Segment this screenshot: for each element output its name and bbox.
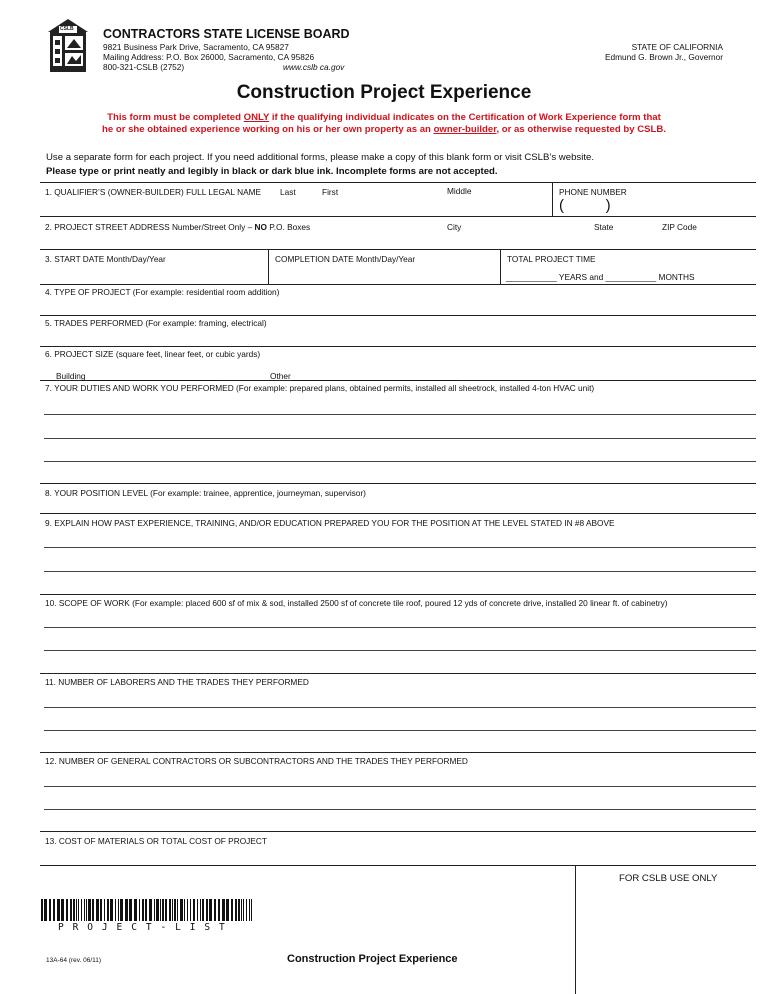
barcode-text: P R O J E C T - L I S T bbox=[58, 922, 227, 933]
form-divider bbox=[268, 249, 269, 284]
phone-paren: ( ) bbox=[559, 197, 611, 214]
cslb-logo bbox=[46, 18, 90, 74]
form-rule bbox=[40, 315, 756, 316]
field2-label bbox=[45, 222, 310, 232]
notice-text: This form must be completed bbox=[107, 112, 244, 123]
laborers-input[interactable] bbox=[42, 687, 754, 749]
notice-text: , or as otherwise requested by CSLB. bbox=[496, 124, 667, 135]
project-type-input[interactable] bbox=[42, 297, 754, 313]
field12-label: 12. NUMBER OF GENERAL CONTRACTORS OR SUBCONTRACTORS AND THE TRADES THEY PERFORMED bbox=[45, 756, 468, 766]
form-divider bbox=[500, 249, 501, 284]
address-input-area[interactable] bbox=[42, 232, 754, 247]
form-number: 13A-64 (rev. 06/11) bbox=[46, 957, 102, 964]
logo-text: CSLB bbox=[60, 26, 74, 32]
form-rule bbox=[40, 284, 756, 285]
form-rule bbox=[40, 216, 756, 217]
website-link[interactable]: www.cslb ca.gov bbox=[283, 62, 345, 72]
completion-date-input[interactable] bbox=[271, 264, 497, 282]
cslb-use-only-label: FOR CSLB USE ONLY bbox=[619, 873, 718, 884]
name-input-area[interactable] bbox=[42, 196, 550, 214]
state-of-california: STATE OF CALIFORNIA bbox=[631, 42, 723, 52]
notice-line1 bbox=[0, 112, 768, 123]
years-months-field[interactable]: ___________ YEARS and ___________ MONTHS bbox=[506, 272, 695, 282]
field5-label: 5. TRADES PERFORMED (For example: framing, electrical) bbox=[45, 318, 267, 328]
building-size-field[interactable]: Building ____________________________ bbox=[56, 371, 218, 381]
notice-line2 bbox=[0, 124, 768, 135]
form-rule bbox=[40, 752, 756, 753]
field1-first: First bbox=[322, 187, 339, 197]
notice-text: if the qualifying individual indicates on the Certification of Work Experience form that bbox=[269, 112, 661, 123]
contractors-input[interactable] bbox=[42, 766, 754, 828]
phone-label: PHONE NUMBER bbox=[559, 187, 627, 197]
form-divider bbox=[552, 182, 553, 216]
notice-owner-builder: owner-builder bbox=[433, 124, 497, 135]
field6-label: 6. PROJECT SIZE (square feet, linear feet, or cubic yards) bbox=[45, 349, 261, 359]
field3-label: 3. START DATE Month/Day/Year bbox=[45, 254, 166, 264]
form-rule bbox=[40, 594, 756, 595]
field1-last: Last bbox=[280, 187, 296, 197]
field2-city: City bbox=[447, 222, 462, 232]
notice-text: he or she obtained experience working on his or her own property as an bbox=[101, 124, 434, 135]
experience-input[interactable] bbox=[42, 528, 754, 591]
field4-label: 4. TYPE OF PROJECT (For example: residential room addition) bbox=[45, 287, 280, 297]
phone-input-area[interactable] bbox=[556, 196, 754, 214]
total-time-label: TOTAL PROJECT TIME bbox=[507, 254, 596, 264]
form-rule bbox=[40, 831, 756, 832]
field13-label: 13. COST OF MATERIALS OR TOTAL COST OF PROJECT bbox=[45, 836, 267, 846]
form-rule bbox=[40, 182, 756, 183]
scope-input[interactable] bbox=[42, 608, 754, 670]
start-date-input[interactable] bbox=[42, 264, 266, 282]
address-line2: Mailing Address: P.O. Box 26000, Sacramento, CA 95826 bbox=[103, 52, 315, 62]
field2-no: NO bbox=[254, 222, 267, 232]
form-title: Construction Project Experience bbox=[236, 82, 532, 103]
field7-label: 7. YOUR DUTIES AND WORK YOU PERFORMED (For example: prepared plans, obtained permits, installed all sheetrock, installed 4-ton HVAC unit) bbox=[45, 383, 595, 393]
cost-input[interactable] bbox=[42, 846, 754, 863]
field11-label: 11. NUMBER OF LABORERS AND THE TRADES THEY PERFORMED bbox=[45, 677, 309, 687]
field2-text: 2. PROJECT STREET ADDRESS Number/Street Only – bbox=[45, 222, 255, 232]
field2-text: P.O. Boxes bbox=[266, 222, 311, 232]
trades-input[interactable] bbox=[42, 328, 754, 344]
position-level-input[interactable] bbox=[42, 497, 754, 511]
instruction-line2: Please type or print neatly and legibly in black or dark blue ink. Incomplete forms are not accepted. bbox=[46, 166, 498, 177]
completion-date-label: COMPLETION DATE Month/Day/Year bbox=[275, 254, 416, 264]
field1-middle: Middle bbox=[447, 186, 472, 196]
form-rule bbox=[40, 249, 756, 250]
instruction-line1: Use a separate form for each project. If you need additional forms, please make a copy of this blank form or visit CSLB’s website. bbox=[46, 152, 594, 163]
field2-state: State bbox=[594, 222, 614, 232]
footer-title: Construction Project Experience bbox=[287, 953, 458, 965]
notice-only: ONLY bbox=[243, 112, 270, 123]
form-rule bbox=[40, 346, 756, 347]
governor-name: Edmund G. Brown Jr., Governor bbox=[604, 52, 723, 62]
form-rule bbox=[40, 865, 756, 866]
field8-label: 8. YOUR POSITION LEVEL (For example: trainee, apprentice, journeyman, supervisor) bbox=[45, 488, 366, 498]
form-rule bbox=[40, 513, 756, 514]
phone-number: 800-321-CSLB (2752) bbox=[103, 62, 185, 72]
field2-zip: ZIP Code bbox=[662, 222, 697, 232]
duties-input[interactable] bbox=[42, 394, 754, 480]
field9-label: 9. EXPLAIN HOW PAST EXPERIENCE, TRAINING, AND/OR EDUCATION PREPARED YOU FOR THE POSITION AT THE LEVEL STATED IN #8 ABOVE bbox=[45, 518, 615, 528]
field1-label: 1. QUALIFIER’S (OWNER-BUILDER) FULL LEGAL NAME bbox=[45, 187, 262, 197]
address-line1: 9821 Business Park Drive, Sacramento, CA 95827 bbox=[103, 42, 289, 52]
field10-label: 10. SCOPE OF WORK (For example: placed 600 sf of mix & sod, installed 2500 sf of concrete tile roof, poured 12 yds of concrete drive, installed 20 linear ft. of cabinetry) bbox=[45, 598, 668, 608]
other-size-field[interactable]: Other ____________________________________ bbox=[270, 371, 460, 381]
form-divider bbox=[575, 865, 576, 994]
form-rule bbox=[40, 673, 756, 674]
form-rule bbox=[40, 483, 756, 484]
org-name: CONTRACTORS STATE LICENSE BOARD bbox=[103, 27, 350, 41]
